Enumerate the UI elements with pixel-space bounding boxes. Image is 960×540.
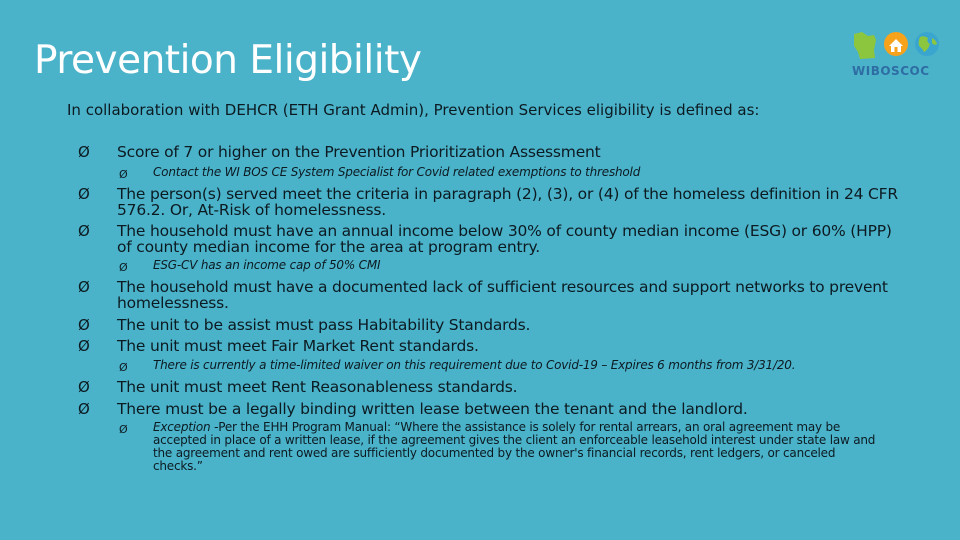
- bullet-icon: Ø: [78, 316, 90, 334]
- list-item-text: The unit must meet Rent Reasonableness standards.: [117, 378, 518, 396]
- exception-label: Exception: [153, 420, 211, 434]
- list-item-text: There must be a legally binding written lease between the tenant and the landlord.: [117, 400, 748, 418]
- list-item-text: The household must have an annual income below 30% of county median income (ESG) or 60% (HPP) of county median income for the area at program entry.: [117, 222, 892, 256]
- state-shape-icon: [854, 32, 876, 59]
- sub-bullet-icon: Ø: [119, 261, 128, 274]
- list-item-text: Score of 7 or higher on the Prevention Prioritization Assessment: [117, 143, 601, 161]
- list-item-text: The household must have a documented lack of sufficient resources and support networks to prevent homelessness.: [117, 278, 888, 312]
- bullet-icon: Ø: [78, 378, 90, 396]
- intro-text: In collaboration with DEHCR (ETH Grant Admin), Prevention Services eligibility is defined as:: [67, 101, 760, 119]
- bullet-icon: Ø: [78, 400, 90, 418]
- logo-text: WIBOSCOC: [852, 64, 930, 78]
- list-item-text: The person(s) served meet the criteria in paragraph (2), (3), or (4) of the homeless definition in 24 CFR 576.2. Or, At-Risk of homelessness.: [117, 185, 898, 219]
- bullet-icon: Ø: [78, 143, 90, 161]
- bullet-icon: Ø: [78, 185, 90, 203]
- sub-item-text: ESG-CV has an income cap of 50% CMI: [153, 258, 381, 272]
- sub-bullet-icon: Ø: [119, 423, 128, 436]
- list-item-text: The unit to be assist must pass Habitability Standards.: [117, 316, 531, 334]
- bullet-icon: Ø: [78, 278, 90, 296]
- sub-item-text: [153, 421, 883, 473]
- sub-item-text: Contact the WI BOS CE System Specialist for Covid related exemptions to threshold: [153, 165, 641, 179]
- sub-item-text: There is currently a time-limited waiver on this requirement due to Covid-19 – Expires 6 months from 3/31/20.: [153, 358, 796, 372]
- sub-bullet-icon: Ø: [119, 361, 128, 374]
- sub-bullet-icon: Ø: [119, 168, 128, 181]
- bullet-icon: Ø: [78, 222, 90, 240]
- list-item-text: The unit must meet Fair Market Rent standards.: [117, 337, 479, 355]
- exception-text: -Per the EHH Program Manual: “Where the assistance is solely for rental arrears, an oral agreement may be accepted in place of a written lease, if the agreement gives the client an enforceable leasehold interest under state law and the agreement and rent owed are sufficiently documented by the owner's financial records, rent ledgers, or canceled checks.”: [153, 420, 876, 473]
- bullet-icon: Ø: [78, 337, 90, 355]
- slide-title: Prevention Eligibility: [34, 38, 422, 83]
